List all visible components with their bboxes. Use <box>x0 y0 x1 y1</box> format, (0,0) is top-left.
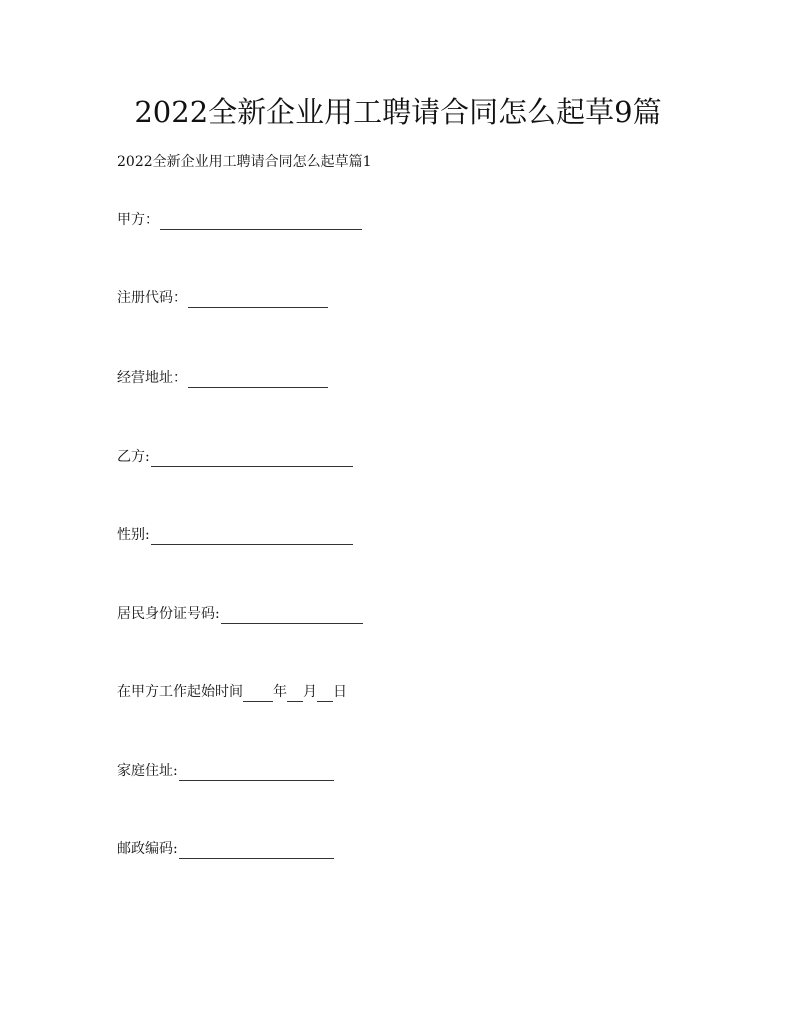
month-unit: 月 <box>303 684 317 700</box>
field-registration-code <box>117 288 328 308</box>
field-label: 乙方: <box>117 449 150 465</box>
year-unit: 年 <box>273 684 287 700</box>
field-label: 注册代码： <box>117 290 187 306</box>
field-label: 居民身份证号码: <box>117 606 220 622</box>
party-b-blank[interactable] <box>151 450 353 467</box>
field-label: 甲方： <box>117 212 159 228</box>
field-label: 邮政编码: <box>117 841 178 857</box>
start-day-blank[interactable] <box>317 685 333 702</box>
postal-code-blank[interactable] <box>179 842 334 859</box>
party-a-blank[interactable] <box>160 213 362 230</box>
field-party-a <box>117 210 362 230</box>
start-year-blank[interactable] <box>243 685 273 702</box>
field-label: 性别: <box>117 527 150 543</box>
field-home-address <box>117 761 334 781</box>
id-number-blank[interactable] <box>221 607 363 624</box>
day-unit: 日 <box>333 684 347 700</box>
field-party-b <box>117 447 353 467</box>
page-title: 2022全新企业用工聘请合同怎么起草9篇 <box>134 95 662 129</box>
registration-code-blank[interactable] <box>188 291 328 308</box>
business-address-blank[interactable] <box>188 371 328 388</box>
field-label: 家庭住址: <box>117 763 178 779</box>
section-heading: 2022全新企业用工聘请合同怎么起草篇1 <box>117 154 372 170</box>
field-label: 在甲方工作起始时间 <box>117 684 243 700</box>
field-gender <box>117 525 353 545</box>
field-start-date <box>117 682 347 702</box>
home-address-blank[interactable] <box>179 764 334 781</box>
field-business-address <box>117 368 328 388</box>
field-id-number <box>117 604 363 624</box>
field-label: 经营地址： <box>117 370 187 386</box>
start-month-blank[interactable] <box>287 685 303 702</box>
gender-blank[interactable] <box>151 528 353 545</box>
field-postal-code <box>117 839 334 859</box>
